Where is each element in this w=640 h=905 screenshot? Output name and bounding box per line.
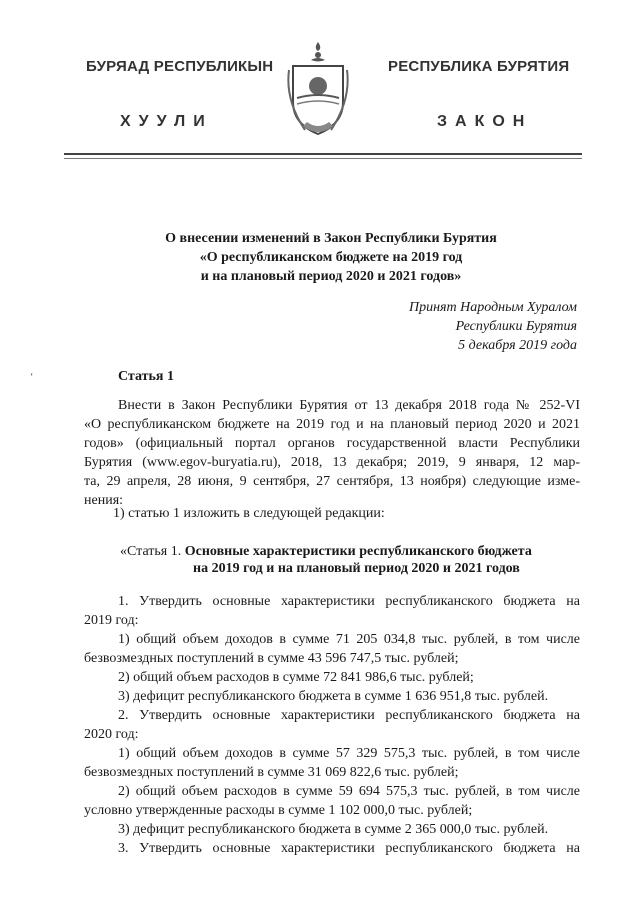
header-left-top: БУРЯАД РЕСПУБЛИКЫН	[86, 58, 274, 75]
document-title	[0, 229, 640, 286]
intro-line: годов» (официальный портал органов государственной власти Республики	[84, 436, 580, 451]
article-intro	[84, 396, 580, 510]
provision-line: безвозмездных поступлений в сумме 31 069 822,6 тыс. рублей;	[84, 765, 459, 780]
adoption-line: 5 декабря 2019 года	[458, 338, 577, 353]
provision-line: 2020 год:	[84, 727, 139, 742]
amendment-item: 1) статью 1 изложить в следующей редакции:	[113, 506, 385, 521]
provision-line: 1. Утвердить основные характеристики республиканского бюджета на	[118, 594, 580, 609]
title-line: и на плановый период 2020 и 2021 годов»	[200, 269, 462, 284]
margin-mark: ‘	[30, 372, 34, 383]
quoted-article-heading	[120, 542, 532, 561]
provision-line: 1) общий объем доходов в сумме 71 205 034,8 тыс. рублей, в том числе	[118, 632, 580, 647]
intro-line: «О республиканском бюджете на 2019 год и на плановый период 2020 и 2021	[84, 417, 580, 432]
article-heading: Статья 1	[118, 369, 174, 384]
provision-line: 2019 год:	[84, 613, 139, 628]
adoption-note	[409, 298, 577, 355]
budget-provisions	[84, 592, 580, 858]
intro-line: та, 29 апреля, 28 июня, 9 сентября, 27 сентября, 13 ноября) следующие изме-	[84, 474, 580, 489]
adoption-line: Республики Бурятия	[455, 319, 577, 334]
provision-line: условно утвержденные расходы в сумме 1 102 000,0 тыс. рублей;	[84, 803, 473, 818]
provision-line: безвозмездных поступлений в сумме 43 596 747,5 тыс. рублей;	[84, 651, 459, 666]
intro-line: Бурятия (www.egov-buryatia.ru), 2018, 13 декабря; 2019, 9 января, 12 мар-	[84, 455, 580, 470]
quoted-article-title-line2: на 2019 год и на плановый период 2020 и 2021 годов	[193, 561, 520, 576]
header-left-bottom: ХУУЛИ	[120, 113, 213, 130]
title-line: «О республиканском бюджете на 2019 год	[199, 250, 463, 265]
provision-line: 2. Утвердить основные характеристики республиканского бюджета на	[118, 708, 580, 723]
header-rule-thin	[64, 158, 582, 159]
intro-line: Внести в Закон Республики Бурятия от 13 декабря 2018 года № 252-VI	[118, 398, 580, 413]
coat-of-arms-icon	[285, 40, 351, 140]
header-right-bottom: ЗАКОН	[437, 113, 533, 130]
quoted-article-prefix: «Статья 1.	[120, 544, 182, 559]
provision-line: 3) дефицит республиканского бюджета в сумме 1 636 951,8 тыс. рублей.	[118, 689, 549, 704]
intro-line: нения:	[84, 493, 124, 508]
provision-line: 3) дефицит республиканского бюджета в сумме 2 365 000,0 тыс. рублей.	[118, 822, 549, 837]
title-line: О внесении изменений в Закон Республики Бурятия	[165, 231, 497, 246]
quoted-article-title: Основные характеристики республиканского бюджета	[184, 544, 532, 559]
provision-line: 1) общий объем доходов в сумме 57 329 575,3 тыс. рублей, в том числе	[118, 746, 580, 761]
provision-line: 3. Утвердить основные характеристики республиканского бюджета на	[118, 841, 580, 856]
header-rule-thick	[64, 153, 582, 155]
provision-line: 2) общий объем расходов в сумме 59 694 575,3 тыс. рублей, в том числе	[118, 784, 580, 799]
adoption-line: Принят Народным Хуралом	[408, 300, 577, 315]
provision-line: 2) общий объем расходов в сумме 72 841 986,6 тыс. рублей;	[118, 670, 474, 685]
header-right-top: РЕСПУБЛИКА БУРЯТИЯ	[388, 58, 570, 75]
